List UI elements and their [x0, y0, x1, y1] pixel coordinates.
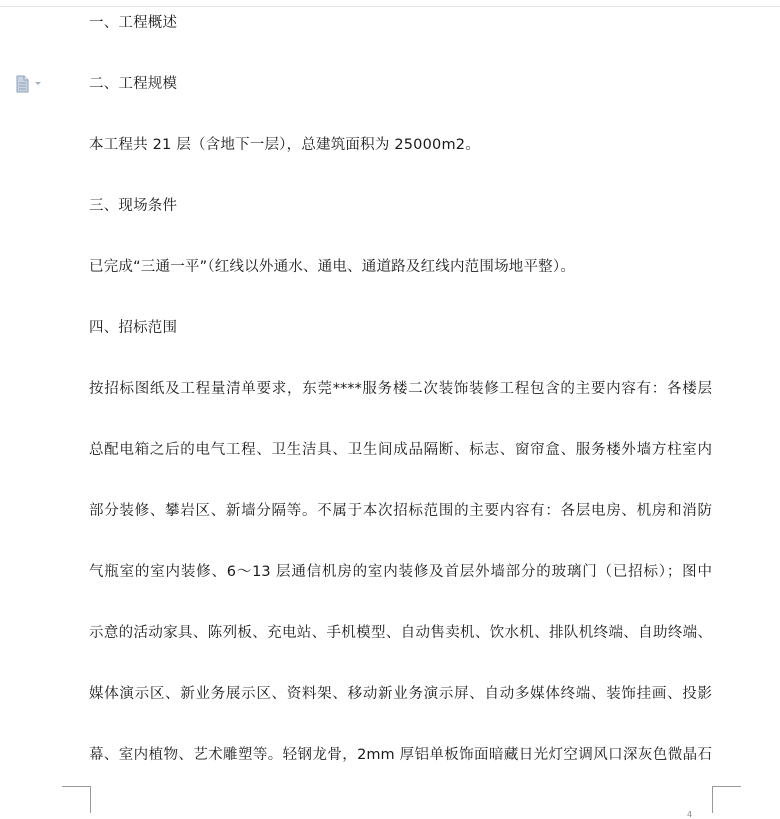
heading-overview: 一、工程概述	[89, 15, 178, 31]
heading-scale: 二、工程规模	[89, 76, 178, 92]
heading-site-conditions: 三、现场条件	[89, 198, 178, 214]
scope-line: 幕、室内植物、艺术雕塑等。轻钢龙骨，2mm 厚铝单板饰面暗藏日光灯空调风口深灰色微晶石	[89, 747, 712, 763]
scope-line: 部分装修、攀岩区、新墙分隔等。不属于本次招标范围的主要内容有：各层电房、机房和消防	[89, 503, 712, 519]
document-page-icon[interactable]	[15, 75, 45, 93]
page-corner-mark: 4	[687, 810, 693, 819]
scope-line: 气瓶室的室内装修、6～13 层通信机房的室内装修及首层外墙部分的玻璃门（已招标）；图中	[89, 564, 712, 580]
scope-line: 媒体演示区、新业务展示区、资料架、移动新业务演示屏、自动多媒体终端、装饰挂画、投影	[89, 686, 712, 702]
scale-paragraph: 本工程共 21 层（含地下一层），总建筑面积为 25000m2。	[89, 137, 480, 153]
page-crop-mark-left	[62, 786, 91, 813]
scope-line: 按招标图纸及工程量清单要求，东莞****服务楼二次装饰装修工程包含的主要内容有：各楼层	[89, 381, 712, 397]
site-paragraph: 已完成“三通一平”（红线以外通水、通电、通道路及红线内范围场地平整）。	[89, 259, 576, 275]
scope-line: 示意的活动家具、陈列板、充电站、手机模型、自动售卖机、饮水机、排队机终端、自助终端、	[89, 625, 712, 641]
scope-line: 总配电箱之后的电气工程、卫生洁具、卫生间成品隔断、标志、窗帘盒、服务楼外墙方柱室内	[89, 442, 712, 458]
top-divider	[0, 6, 780, 7]
page-crop-mark-right	[712, 786, 741, 813]
caret-down-icon	[35, 82, 41, 85]
heading-bid-scope: 四、招标范围	[89, 320, 178, 336]
